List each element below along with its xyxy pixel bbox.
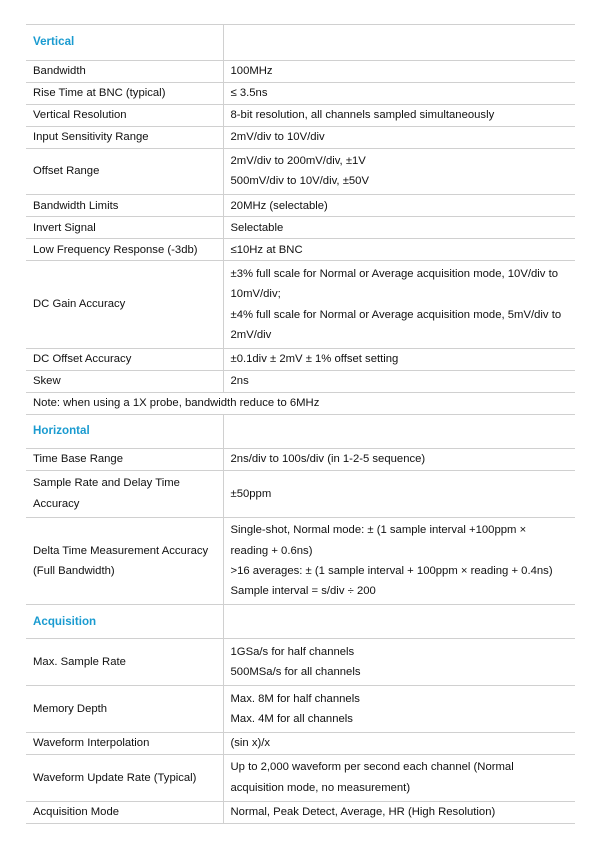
spec-label: Rise Time at BNC (typical) bbox=[26, 82, 223, 104]
spec-label bbox=[26, 470, 223, 517]
spec-label: Bandwidth bbox=[26, 60, 223, 82]
spec-value-line: 2ns bbox=[230, 375, 249, 388]
spec-value-line: 10mV/div; bbox=[230, 288, 281, 301]
spec-value-line: Up to 2,000 waveform per second each channel (Normal bbox=[230, 761, 514, 774]
spec-row bbox=[26, 148, 575, 195]
section-header-blank bbox=[223, 605, 575, 639]
spec-row bbox=[26, 60, 575, 82]
spec-row bbox=[26, 82, 575, 104]
spec-label-line: Sample Rate and Delay Time bbox=[33, 477, 180, 490]
section-title: Horizontal bbox=[26, 414, 223, 448]
spec-label: Skew bbox=[26, 370, 223, 392]
spec-value bbox=[223, 261, 575, 349]
spec-row bbox=[26, 686, 575, 733]
spec-label: Waveform Interpolation bbox=[26, 732, 223, 754]
spec-value-line: Sample interval = s/div ÷ 200 bbox=[230, 585, 376, 598]
spec-label: Invert Signal bbox=[26, 217, 223, 239]
spec-row bbox=[26, 448, 575, 470]
spec-label: Bandwidth Limits bbox=[26, 195, 223, 217]
spec-label-line: Accuracy bbox=[33, 497, 80, 510]
spec-row bbox=[26, 754, 575, 801]
spec-label: DC Offset Accuracy bbox=[26, 348, 223, 370]
spec-value-line: 2mV/div bbox=[230, 329, 272, 341]
spec-row bbox=[26, 470, 575, 517]
spec-value-line: 2ns/div to 100s/div (in 1-2-5 sequence) bbox=[230, 453, 426, 466]
spec-label: Vertical Resolution bbox=[26, 104, 223, 126]
spec-value bbox=[223, 754, 575, 801]
spec-sheet bbox=[26, 24, 575, 824]
spec-row bbox=[26, 217, 575, 239]
spec-value-line: Selectable bbox=[230, 221, 284, 234]
section-header-blank bbox=[223, 25, 575, 60]
spec-value-line: Normal, Peak Detect, Average, HR (High Resolution) bbox=[230, 805, 496, 818]
spec-label-line: (Full Bandwidth) bbox=[33, 564, 115, 577]
note-row bbox=[26, 392, 575, 414]
spec-value-line: 20MHz (selectable) bbox=[230, 199, 328, 212]
spec-value bbox=[223, 470, 575, 517]
spec-value bbox=[223, 239, 575, 261]
spec-label: Offset Range bbox=[26, 148, 223, 195]
spec-value bbox=[223, 126, 575, 148]
spec-value-line: 2mV/div to 10V/div bbox=[230, 130, 325, 143]
spec-row bbox=[26, 517, 575, 605]
spec-row bbox=[26, 370, 575, 392]
spec-value-line: 500MSa/s for all channels bbox=[230, 666, 361, 679]
section-title: Vertical bbox=[26, 25, 223, 60]
spec-value bbox=[223, 148, 575, 195]
section-header-acquisition bbox=[26, 605, 575, 639]
spec-value-line: ±50ppm bbox=[230, 487, 272, 500]
spec-value-line: 100MHz bbox=[230, 64, 273, 77]
spec-value bbox=[223, 639, 575, 686]
spec-value bbox=[223, 732, 575, 754]
spec-value bbox=[223, 686, 575, 733]
spec-value-line: reading + 0.6ns) bbox=[230, 544, 313, 557]
spec-value-line: Max. 4M for all channels bbox=[230, 712, 353, 725]
spec-value-line: ±4% full scale for Normal or Average acquisition mode, 5mV/div to bbox=[230, 308, 562, 321]
spec-row bbox=[26, 348, 575, 370]
spec-value-line: 500mV/div to 10V/div, ±50V bbox=[230, 175, 369, 188]
spec-value-line: 1GSa/s for half channels bbox=[230, 645, 355, 658]
spec-label: Acquisition Mode bbox=[26, 801, 223, 823]
spec-row bbox=[26, 126, 575, 148]
spec-row bbox=[26, 732, 575, 754]
spec-value bbox=[223, 448, 575, 470]
spec-value-line: ±3% full scale for Normal or Average acquisition mode, 10V/div to bbox=[230, 267, 558, 280]
spec-value-line: >16 averages: ± (1 sample interval + 100ppm × reading + 0.4ns) bbox=[230, 564, 553, 577]
spec-label: Max. Sample Rate bbox=[26, 639, 223, 686]
spec-label: Input Sensitivity Range bbox=[26, 126, 223, 148]
spec-row bbox=[26, 195, 575, 217]
spec-row bbox=[26, 801, 575, 823]
spec-value bbox=[223, 348, 575, 370]
spec-label bbox=[26, 517, 223, 605]
spec-value bbox=[223, 104, 575, 126]
spec-value-line: ≤10Hz at BNC bbox=[230, 243, 303, 256]
spec-value bbox=[223, 801, 575, 823]
spec-value bbox=[223, 517, 575, 605]
spec-value-line: (sin x)/x bbox=[230, 737, 271, 750]
spec-label: Low Frequency Response (-3db) bbox=[26, 239, 223, 261]
spec-value-line: 8-bit resolution, all channels sampled simultaneously bbox=[230, 108, 495, 121]
spec-value-line: ≤ 3.5ns bbox=[230, 86, 268, 99]
spec-table bbox=[26, 25, 575, 824]
spec-value-line: Max. 8M for half channels bbox=[230, 692, 360, 705]
spec-value-line: Single-shot, Normal mode: ± (1 sample interval +100ppm × bbox=[230, 524, 527, 537]
spec-label: Memory Depth bbox=[26, 686, 223, 733]
spec-value-line: ±0.1div ± 2mV ± 1% offset setting bbox=[230, 353, 399, 366]
spec-value bbox=[223, 82, 575, 104]
spec-value-line: acquisition mode, no measurement) bbox=[230, 781, 411, 794]
spec-value bbox=[223, 370, 575, 392]
note-text: Note: when using a 1X probe, bandwidth reduce to 6MHz bbox=[26, 392, 575, 414]
spec-row bbox=[26, 239, 575, 261]
spec-row bbox=[26, 104, 575, 126]
section-header-vertical bbox=[26, 25, 575, 60]
spec-label: DC Gain Accuracy bbox=[26, 261, 223, 349]
spec-row bbox=[26, 261, 575, 349]
section-header-horizontal bbox=[26, 414, 575, 448]
section-header-blank bbox=[223, 414, 575, 448]
spec-value-line: 2mV/div to 200mV/div, ±1V bbox=[230, 154, 366, 167]
section-title: Acquisition bbox=[26, 605, 223, 639]
spec-row bbox=[26, 639, 575, 686]
spec-label: Waveform Update Rate (Typical) bbox=[26, 754, 223, 801]
spec-value bbox=[223, 195, 575, 217]
spec-label: Time Base Range bbox=[26, 448, 223, 470]
spec-value bbox=[223, 217, 575, 239]
spec-label-line: Delta Time Measurement Accuracy bbox=[33, 544, 209, 557]
spec-value bbox=[223, 60, 575, 82]
